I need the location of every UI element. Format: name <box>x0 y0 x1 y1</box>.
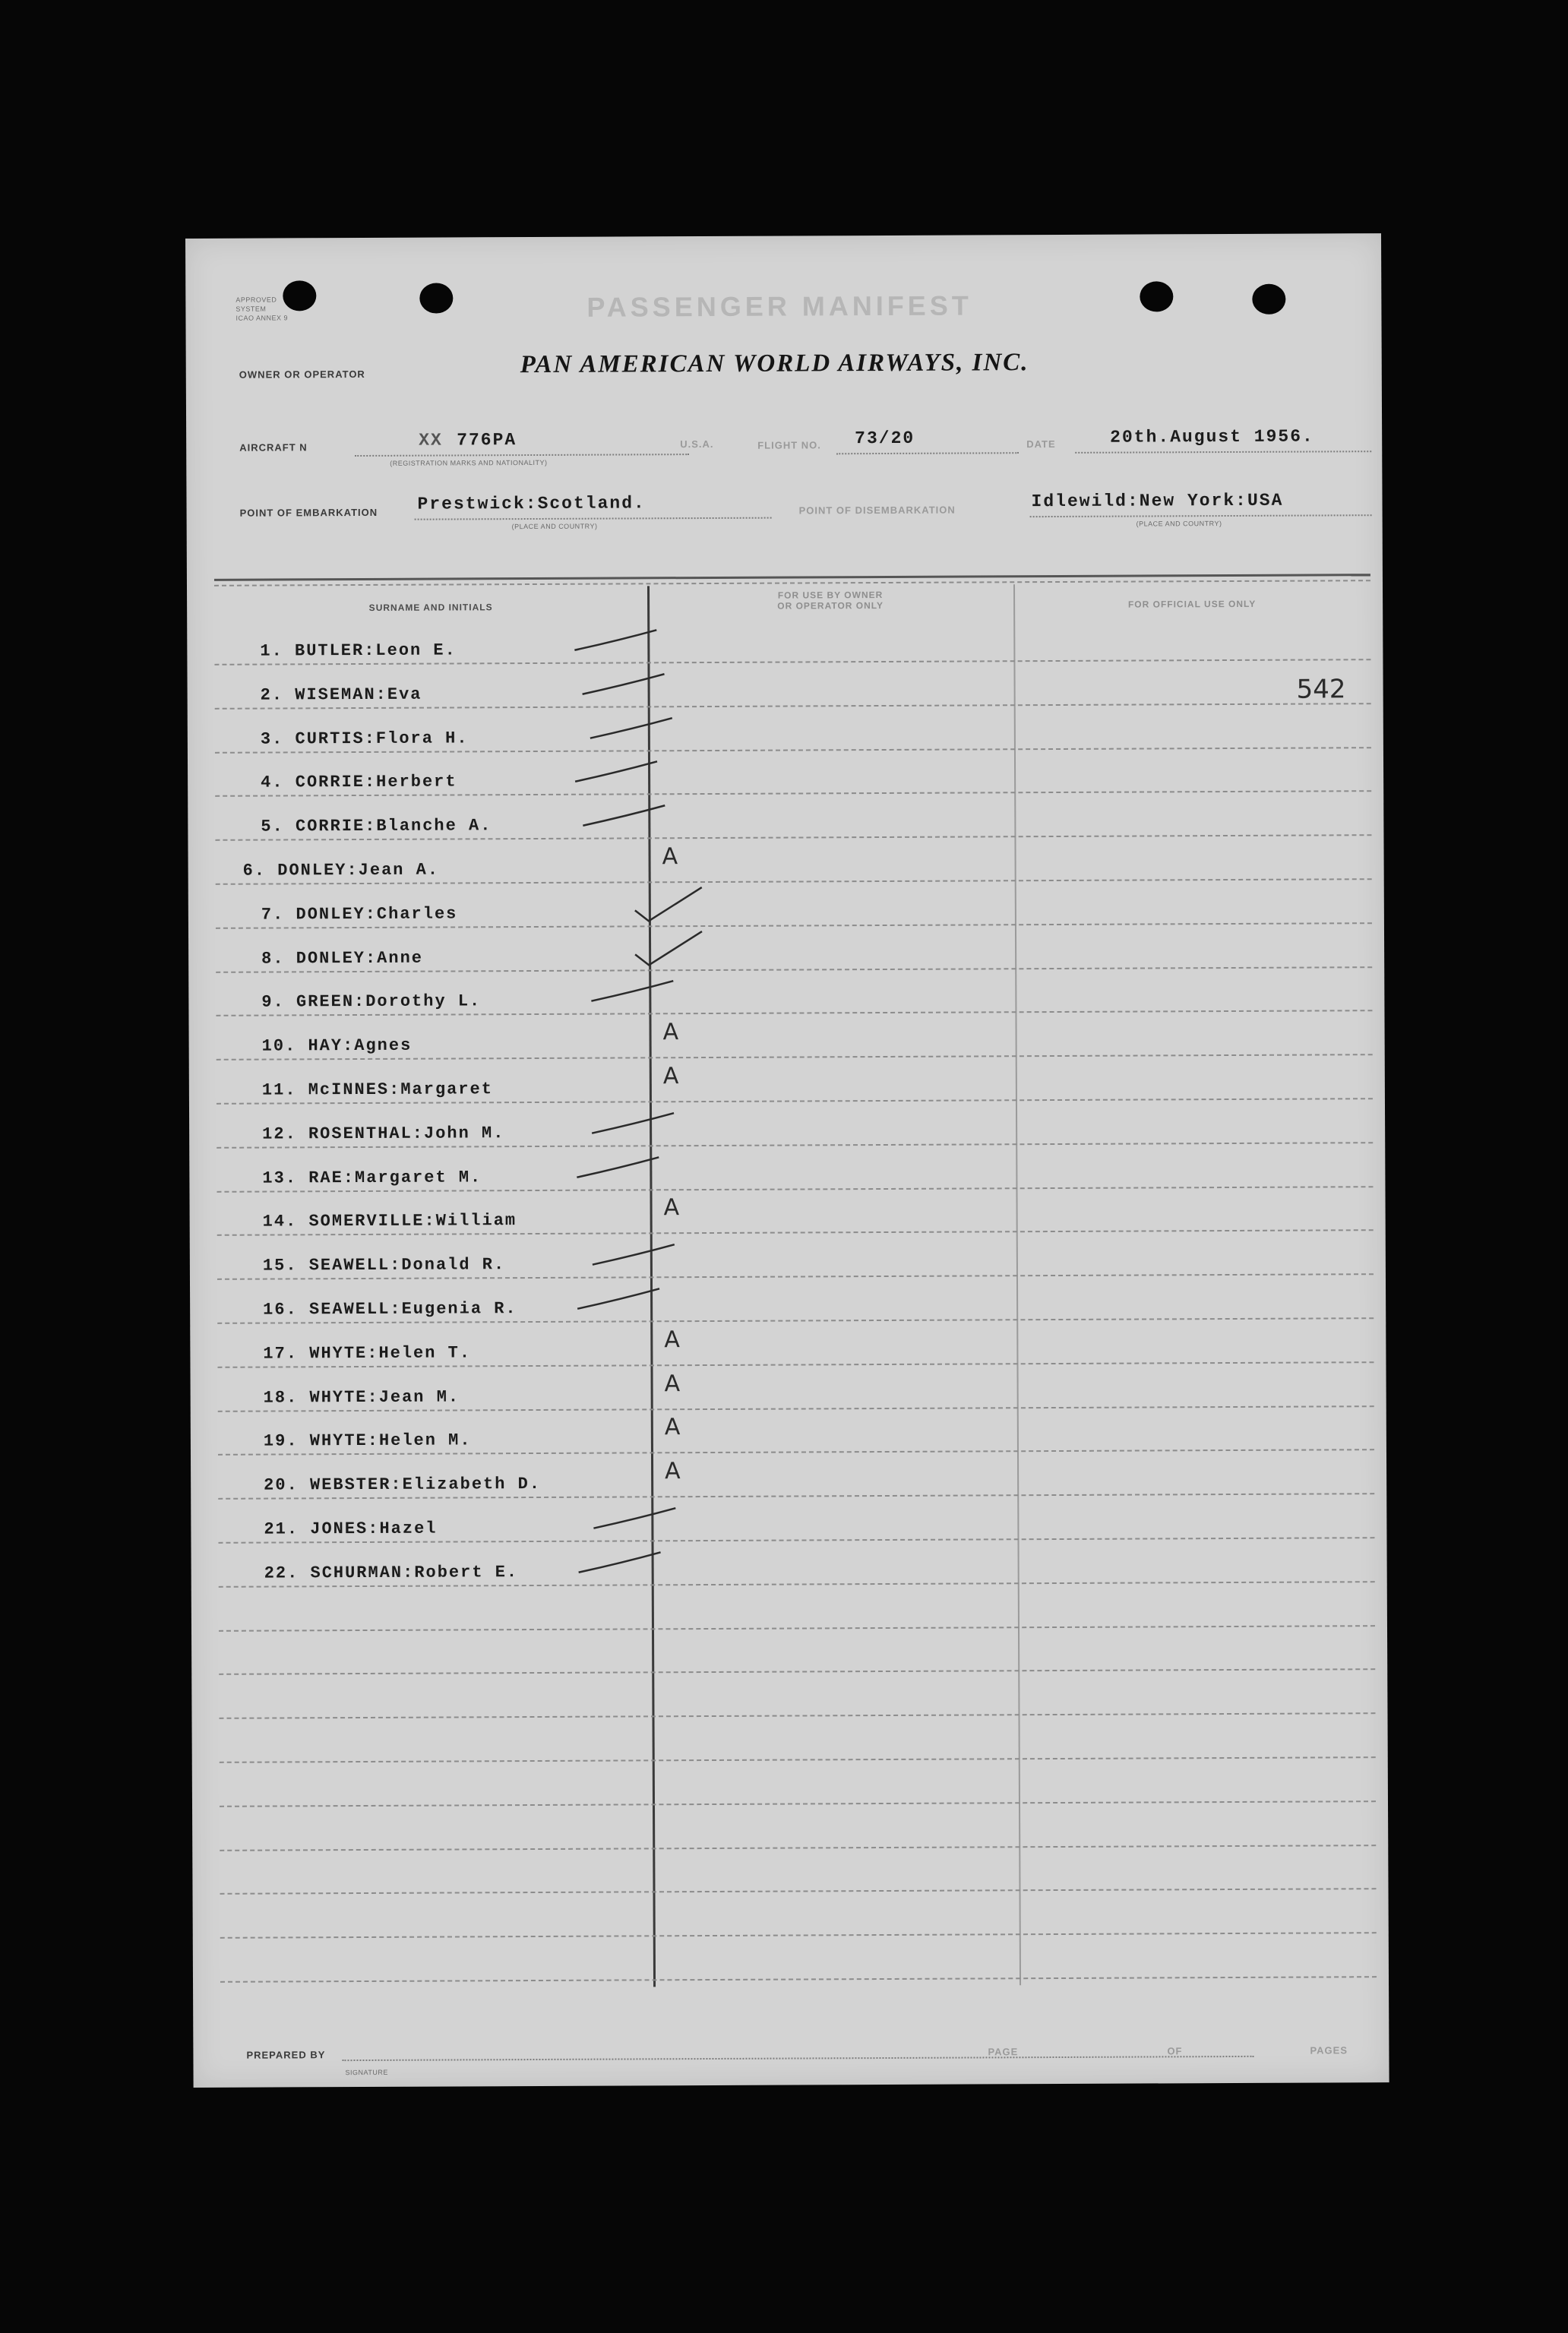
date-label: DATE <box>1026 438 1056 450</box>
passenger-row <box>217 1322 680 1366</box>
passenger-row <box>214 619 640 663</box>
tick-mark <box>576 1546 667 1577</box>
passenger-row <box>216 970 641 1014</box>
column-header-owner-1: FOR USE BY OWNER <box>777 589 884 601</box>
passenger-row <box>216 1014 679 1058</box>
aircraft-registration: 776PA <box>457 430 517 450</box>
page-stamp: 542 <box>1296 674 1346 705</box>
row-rule <box>219 1668 1375 1675</box>
passenger-name: 10. HAY:Agnes <box>261 1035 413 1056</box>
owner-label: OWNER OR OPERATOR <box>239 368 365 381</box>
passenger-row <box>218 1497 643 1541</box>
passenger-row <box>215 707 640 751</box>
tick-mark <box>590 1502 681 1533</box>
tick-mark <box>572 755 663 786</box>
airline-name: PAN AMERICAN WORLD AIRWAYS, INC. <box>520 349 1029 379</box>
embarkation-point: Prestwick:Scotland. <box>417 493 646 514</box>
country-label: U.S.A. <box>680 438 714 450</box>
row-rule <box>219 1712 1375 1719</box>
flight-date: 20th.August 1956. <box>1110 426 1314 447</box>
passenger-row <box>218 1541 643 1585</box>
passenger-row <box>218 1453 681 1497</box>
form-stamp-line-2: SYSTEM <box>236 305 267 313</box>
passenger-name: 14. SOMERVILLE:William <box>262 1211 517 1231</box>
passenger-name: 7. DONLEY:Charles <box>261 904 458 925</box>
row-rule <box>220 1800 1376 1807</box>
check-mark <box>632 883 708 925</box>
row-rule <box>220 1932 1377 1939</box>
punch-hole <box>1140 281 1173 311</box>
aircraft-strikeout: XX <box>419 430 443 450</box>
disembarkation-label: POINT OF DISEMBARKATION <box>798 504 956 517</box>
attendance-mark: A <box>665 1458 681 1485</box>
row-rule <box>220 1756 1376 1763</box>
passenger-name: 17. WHYTE:Helen T. <box>263 1343 472 1364</box>
passenger-name: 2. WISEMAN:Eva <box>260 684 422 705</box>
tick-mark <box>571 624 662 655</box>
embarkation-label: POINT OF EMBARKATION <box>239 506 378 519</box>
form-title: PASSENGER MANIFEST <box>586 289 972 323</box>
passenger-name: 5. CORRIE:Blanche A. <box>261 816 492 836</box>
tick-mark <box>574 1151 665 1182</box>
punch-hole <box>283 280 316 311</box>
prepared-by-label: PREPARED BY <box>246 2049 326 2061</box>
passenger-name: 6. DONLEY:Jean A. <box>242 860 440 880</box>
passenger-row <box>215 751 640 795</box>
passenger-name: 11. McINNES:Margaret <box>261 1080 493 1100</box>
passenger-name: 3. CURTIS:Flora H. <box>260 729 469 749</box>
passenger-name: 19. WHYTE:Helen M. <box>263 1430 472 1451</box>
passenger-name: 9. GREEN:Dorothy L. <box>261 991 482 1012</box>
tick-mark <box>579 668 670 699</box>
passenger-name: 13. RAE:Margaret M. <box>262 1168 482 1188</box>
passenger-name: 21. JONES:Hazel <box>264 1519 438 1539</box>
tick-mark <box>590 1238 681 1269</box>
disembarkation-point: Idlewild:New York:USA <box>1031 490 1284 512</box>
attendance-mark: A <box>663 1194 680 1222</box>
row-rule <box>219 1625 1375 1632</box>
passenger-name: 22. SCHURMAN:Robert E. <box>264 1563 519 1583</box>
page-label: PAGE <box>988 2046 1019 2058</box>
punch-hole <box>419 283 453 313</box>
check-mark <box>632 927 708 969</box>
row-rule <box>220 1976 1377 1983</box>
passenger-row <box>215 795 640 839</box>
passenger-row <box>217 1058 679 1102</box>
of-label: OF <box>1167 2045 1183 2057</box>
form-stamp-line-3: ICAO ANNEX 9 <box>236 314 289 322</box>
passenger-row <box>217 1190 680 1234</box>
embarkation-sub-label: (PLACE AND COUNTRY) <box>511 522 598 531</box>
attendance-mark: A <box>664 1414 681 1441</box>
row-rule <box>220 1888 1377 1895</box>
passenger-row <box>215 839 678 883</box>
passenger-row <box>217 1234 643 1278</box>
tick-mark <box>587 712 678 743</box>
disembarkation-sub-label: (PLACE AND COUNTRY) <box>1136 520 1222 528</box>
flight-number: 73/20 <box>855 428 915 449</box>
signature-label: SIGNATURE <box>345 2068 388 2077</box>
tick-mark <box>588 975 679 1006</box>
passenger-row <box>217 1366 681 1410</box>
passenger-row <box>216 927 641 971</box>
column-header-official: FOR OFFICIAL USE ONLY <box>1127 598 1257 610</box>
manifest-sheet <box>185 233 1389 2088</box>
punch-hole <box>1252 284 1285 315</box>
aircraft-sub-label: (REGISTRATION MARKS AND NATIONALITY) <box>390 458 548 467</box>
passenger-name: 18. WHYTE:Jean M. <box>263 1387 460 1408</box>
passenger-row <box>214 663 640 707</box>
tick-mark <box>580 799 671 830</box>
tick-mark <box>589 1107 680 1138</box>
column-header-owner-2: OR OPERATOR ONLY <box>777 599 884 612</box>
tick-mark <box>574 1282 665 1313</box>
attendance-mark: A <box>662 1063 679 1090</box>
passenger-name: 8. DONLEY:Anne <box>261 948 424 969</box>
pages-label: PAGES <box>1310 2044 1348 2056</box>
passenger-row <box>217 1278 643 1322</box>
column-header-names: SURNAME AND INITIALS <box>368 602 493 613</box>
column-divider <box>1013 584 1021 1985</box>
attendance-mark: A <box>664 1326 680 1354</box>
attendance-mark: A <box>662 1019 679 1046</box>
attendance-mark: A <box>664 1370 681 1398</box>
passenger-name: 12. ROSENTHAL:John M. <box>262 1124 505 1144</box>
row-rules <box>185 233 1381 239</box>
passenger-name: 1. BUTLER:Leon E. <box>260 640 457 661</box>
form-stamp-line-1: APPROVED <box>236 296 277 304</box>
passenger-row <box>218 1409 681 1453</box>
aircraft-label: AIRCRAFT N <box>239 441 308 454</box>
attendance-mark: A <box>662 843 678 871</box>
passenger-name: 16. SEAWELL:Eugenia R. <box>263 1299 517 1320</box>
passenger-row <box>217 1102 642 1146</box>
passenger-name: 20. WEBSTER:Elizabeth D. <box>264 1474 542 1495</box>
passenger-row <box>216 883 641 927</box>
passenger-name: 15. SEAWELL:Donald R. <box>262 1255 506 1276</box>
passenger-name: 4. CORRIE:Herbert <box>261 772 457 792</box>
passenger-row <box>217 1146 642 1190</box>
flight-label: FLIGHT NO. <box>757 439 821 451</box>
row-rule <box>220 1845 1376 1851</box>
